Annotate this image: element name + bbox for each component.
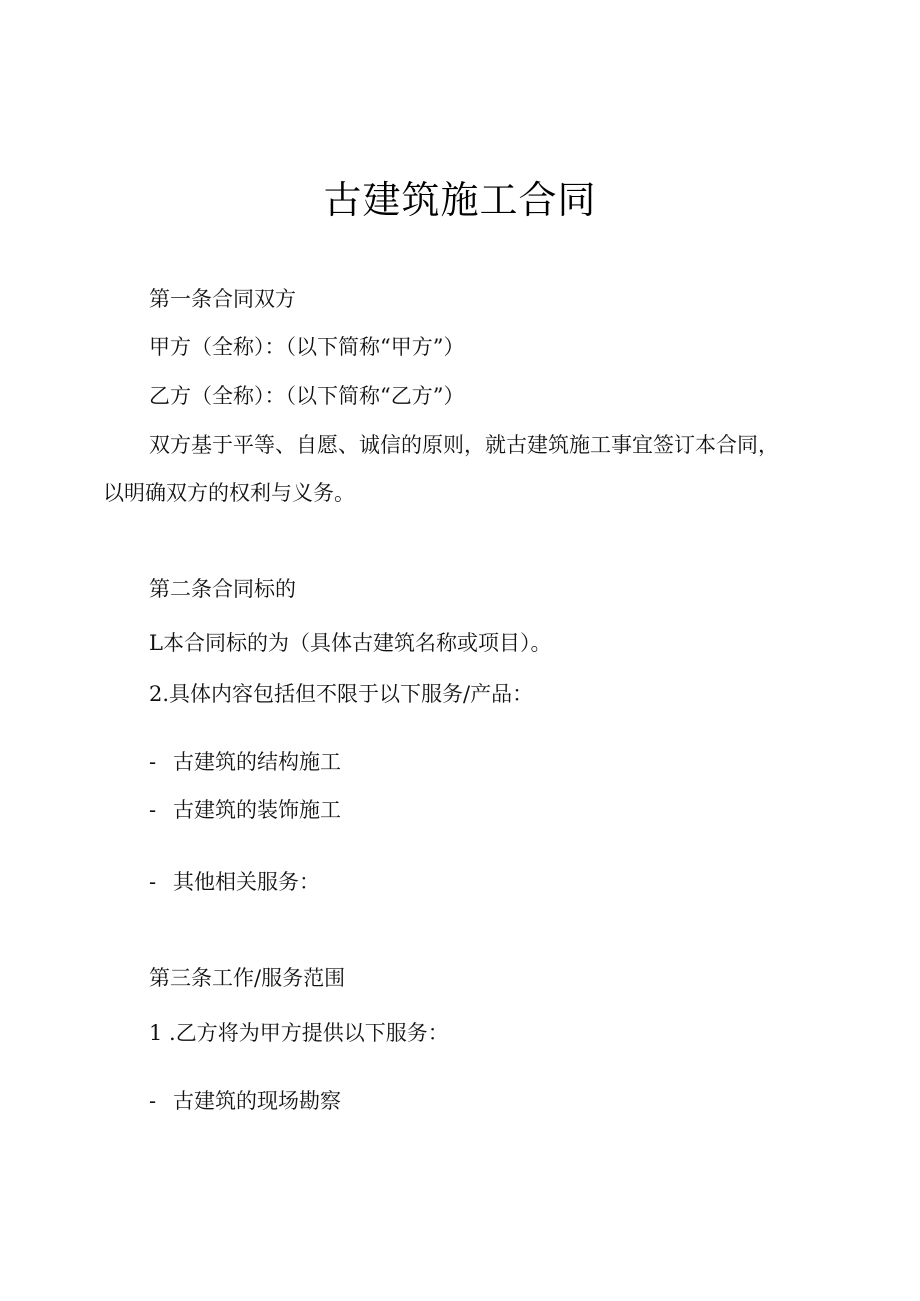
list-item-text: 古建筑的现场勘察 — [173, 1089, 341, 1113]
list-item-text: 古建筑的装饰施工 — [173, 798, 341, 822]
list-item — [149, 747, 341, 777]
article2-item-2: 2.具体内容包括但不限于以下服务/产品： — [149, 682, 534, 706]
party-b-line: 乙方（全称）：（以下简称“乙方”） — [149, 384, 465, 408]
document-title: 古建筑施工合同 — [323, 178, 597, 222]
list-item — [149, 1086, 341, 1116]
bullet-marker: - — [149, 1089, 157, 1113]
intro-line-1: 双方基于平等、自愿、诚信的原则，就古建筑施工事宜签订本合同， — [149, 433, 779, 457]
bullet-marker: - — [149, 750, 157, 774]
list-item-text: 古建筑的结构施工 — [173, 750, 341, 774]
bullet-marker: - — [149, 798, 157, 822]
list-item — [149, 867, 320, 897]
article3-heading: 第三条工作/服务范围 — [149, 966, 346, 990]
intro-line-2: 以明确双方的权利与义务。 — [103, 481, 355, 505]
article2-item-1: L本合同标的为（具体古建筑名称或项目）。 — [149, 631, 552, 655]
list-item-text: 其他相关服务： — [173, 870, 320, 894]
article2-heading: 第二条合同标的 — [149, 577, 296, 601]
party-a-line: 甲方（全称）：（以下简称“甲方”） — [149, 335, 465, 359]
bullet-marker: - — [149, 870, 157, 894]
article1-heading: 第一条合同双方 — [149, 287, 296, 311]
list-item — [149, 795, 341, 825]
article3-item-1: 1 .乙方将为甲方提供以下服务： — [149, 1021, 449, 1045]
